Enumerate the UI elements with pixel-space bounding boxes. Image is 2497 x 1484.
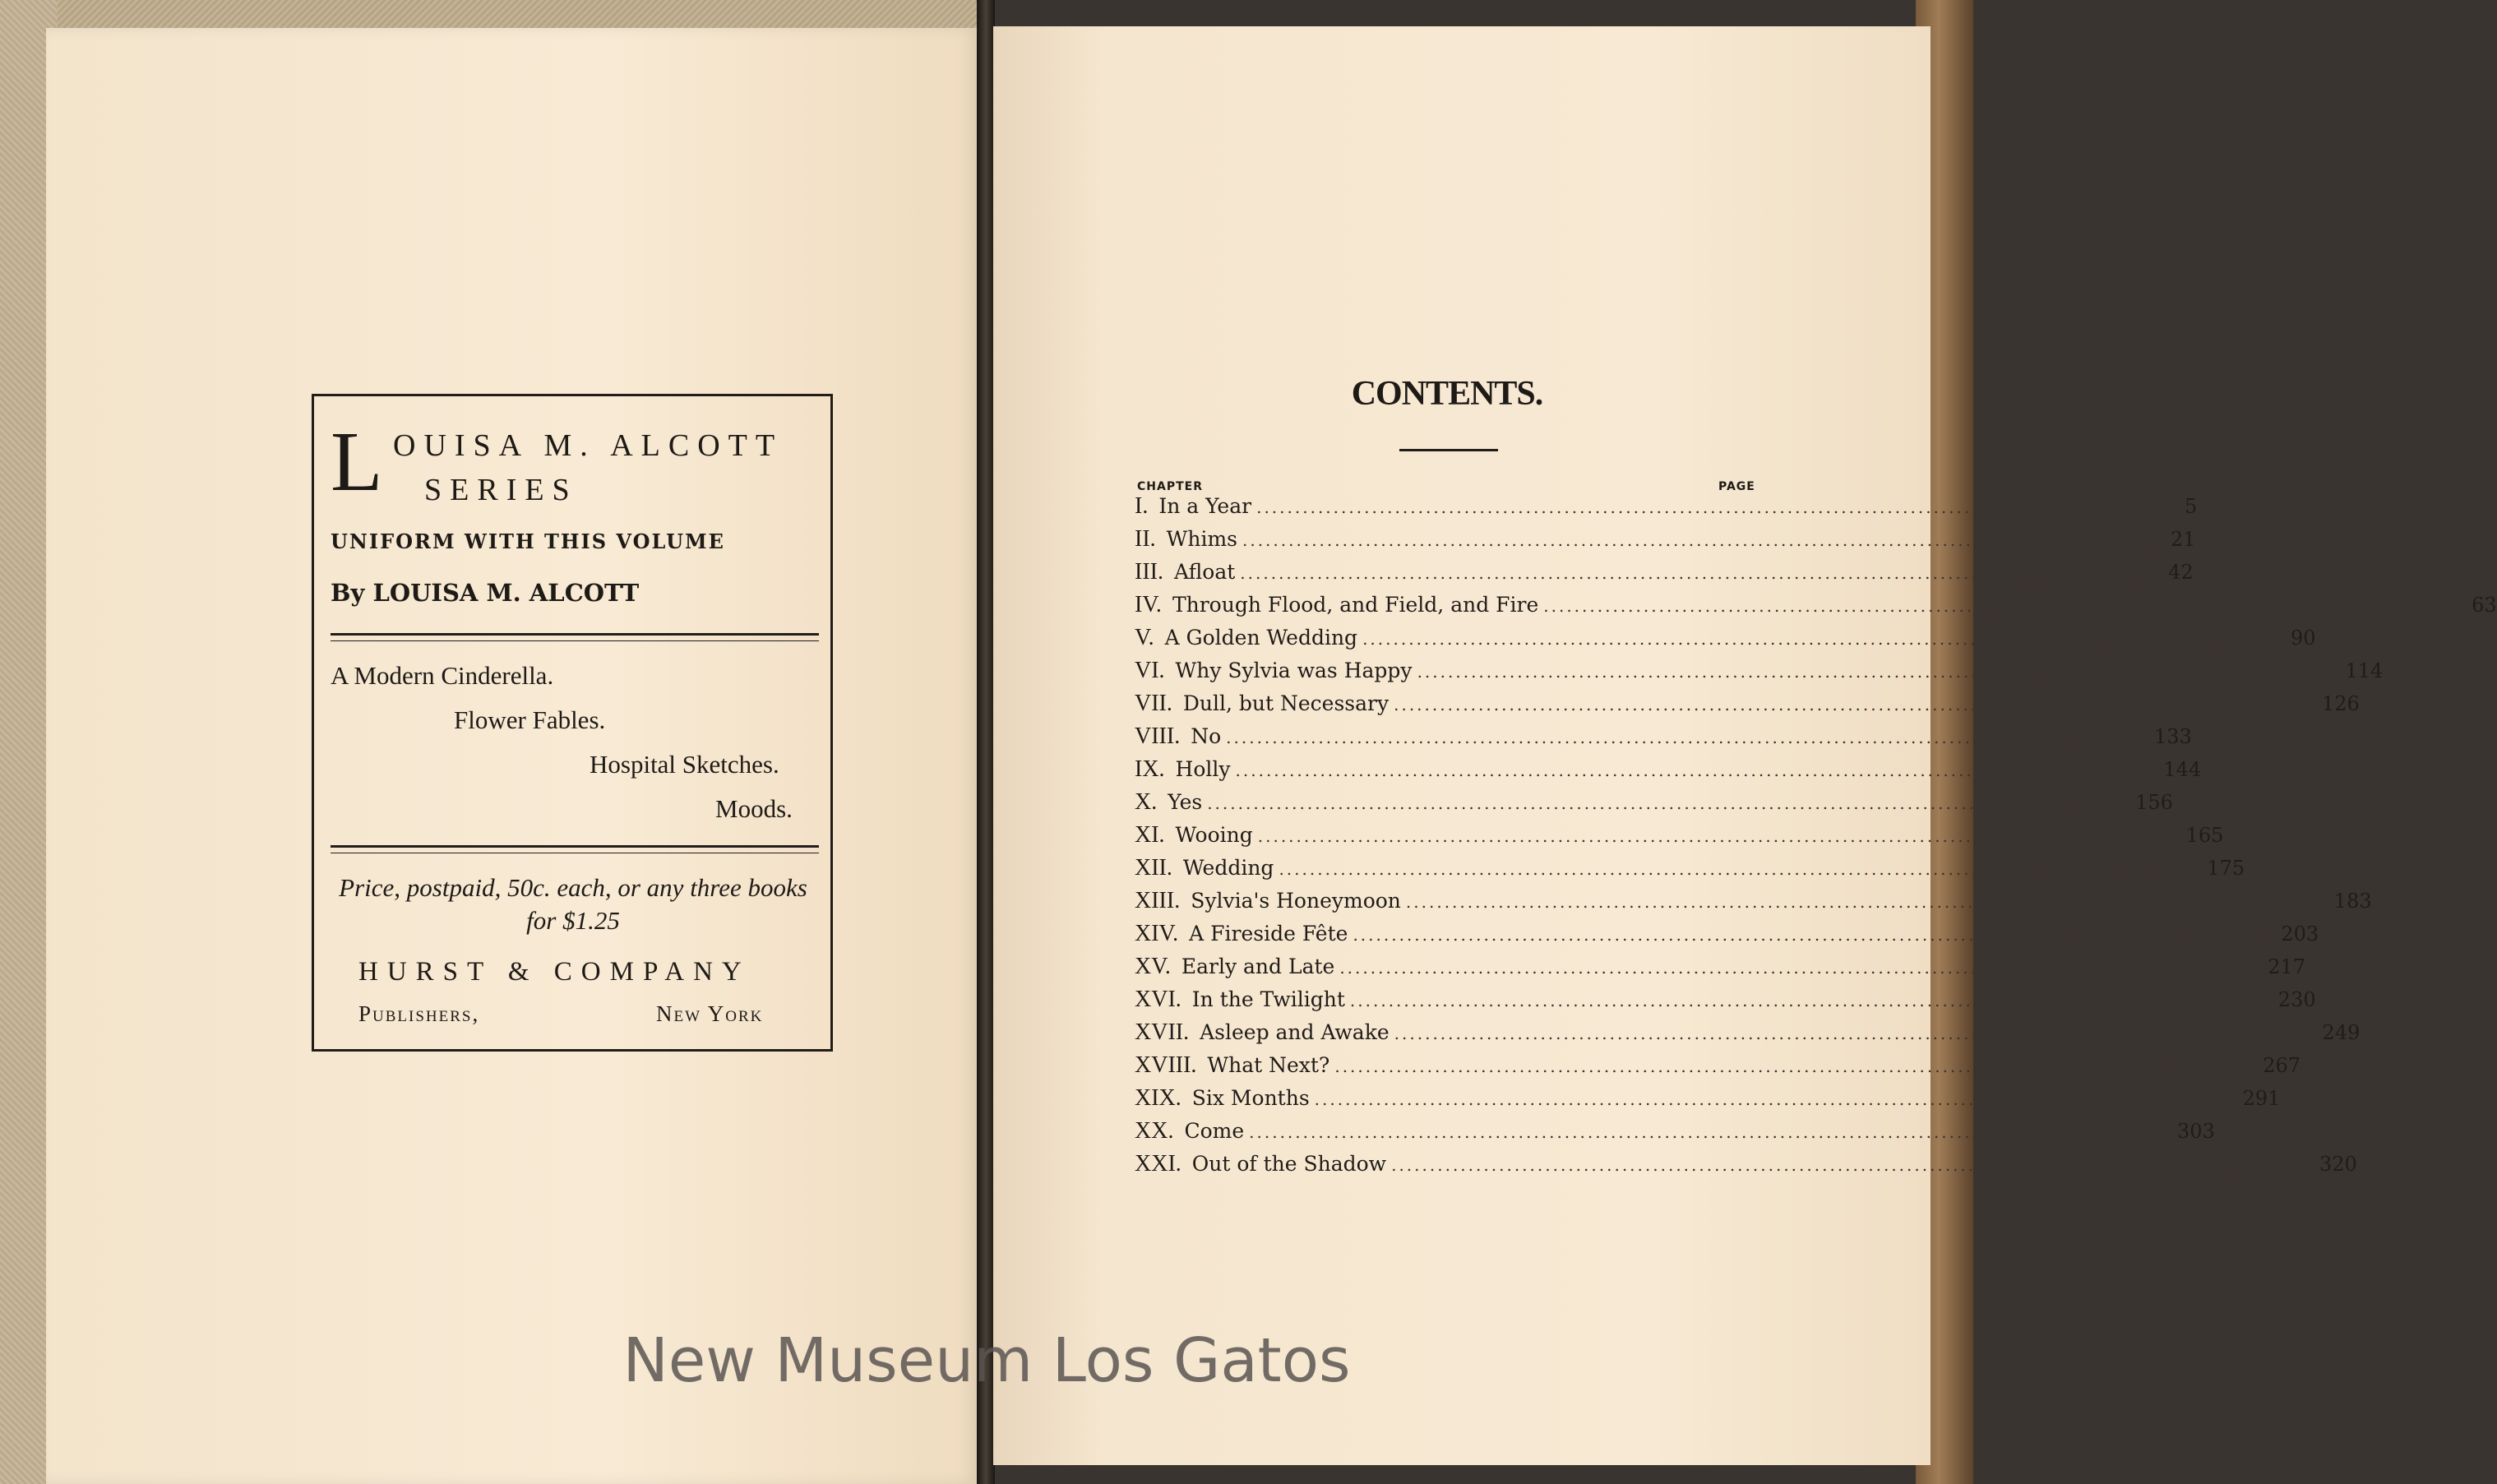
chapter-title: A Golden Wedding bbox=[1164, 626, 1358, 650]
toc-row bbox=[1135, 493, 2198, 526]
publisher-city: New York bbox=[656, 1001, 764, 1026]
toc-row bbox=[1135, 822, 2224, 855]
chapter-page-number: 21 bbox=[2170, 528, 2196, 551]
dot-leader: ........................................................................................................................ bbox=[1314, 1089, 2238, 1109]
price-note: Price, postpaid, 50c. each, or any three books for $1.25 bbox=[339, 873, 807, 935]
series-advertisement bbox=[312, 394, 833, 1052]
toc-row bbox=[1135, 724, 2192, 756]
dot-leader: ........................................................................................................................ bbox=[1279, 859, 2203, 879]
chapter-number: VI. bbox=[1135, 658, 1165, 683]
dot-leader: ........................................................................................................................ bbox=[1334, 1056, 2259, 1076]
book-title: Hospital Sketches. bbox=[590, 750, 779, 779]
publisher-role: Publishers, bbox=[358, 1001, 480, 1026]
table-of-contents bbox=[1135, 493, 2497, 1184]
toc-row bbox=[1135, 1118, 2215, 1151]
chapter-title: No bbox=[1191, 724, 1222, 748]
uniform-note: UNIFORM WITH THIS VOLUME bbox=[331, 529, 725, 553]
chapter-title: Come bbox=[1184, 1119, 1245, 1143]
left-page bbox=[46, 28, 979, 1484]
chapter-title: Holly bbox=[1175, 757, 1231, 781]
chapter-title: A Fireside Fête bbox=[1189, 922, 1348, 945]
chapter-number: XIV. bbox=[1135, 921, 1179, 946]
chapter-title: What Next? bbox=[1207, 1053, 1330, 1077]
chapter-page-number: 291 bbox=[2242, 1087, 2281, 1110]
chapter-number: IX. bbox=[1135, 756, 1165, 782]
dot-leader: ........................................................................................................................ bbox=[1417, 662, 2341, 682]
toc-row bbox=[1135, 888, 2372, 921]
dot-leader: ........................................................................................................................ bbox=[1207, 793, 2131, 813]
chapter-number: XVIII. bbox=[1135, 1052, 1197, 1078]
museum-watermark: New Museum Los Gatos bbox=[622, 1325, 1351, 1396]
toc-row bbox=[1135, 921, 2319, 954]
toc-row bbox=[1135, 592, 2497, 625]
chapter-page-number: 165 bbox=[2185, 824, 2224, 847]
chapter-page-number: 126 bbox=[2322, 692, 2360, 715]
double-rule-divider bbox=[331, 633, 819, 641]
toc-row bbox=[1135, 526, 2196, 559]
dot-leader: ........................................................................................................................ bbox=[1235, 760, 2159, 780]
toc-row bbox=[1135, 1151, 2357, 1184]
toc-row bbox=[1135, 954, 2306, 987]
chapter-number: XIX. bbox=[1135, 1085, 1181, 1111]
toc-row bbox=[1135, 625, 2316, 658]
toc-row bbox=[1135, 658, 2384, 691]
chapter-page-number: 42 bbox=[2168, 561, 2194, 584]
author-byline: By LOUISA M. ALCOTT bbox=[331, 579, 640, 607]
dot-leader: ........................................................................................................................ bbox=[1394, 695, 2317, 714]
toc-row bbox=[1135, 987, 2316, 1019]
toc-row bbox=[1135, 756, 2202, 789]
chapter-page-number: 249 bbox=[2322, 1021, 2361, 1044]
chapter-title: Yes bbox=[1168, 790, 1203, 814]
toc-row bbox=[1135, 855, 2245, 888]
dot-leader: ........................................................................................................................ bbox=[1257, 826, 2181, 846]
chapter-page-number: 217 bbox=[2268, 955, 2306, 978]
dot-leader: ........................................................................................................................ bbox=[1242, 530, 2166, 550]
chapter-title: Wedding bbox=[1182, 856, 1274, 880]
toc-row bbox=[1135, 1085, 2281, 1118]
double-rule-divider bbox=[331, 845, 819, 853]
chapter-title: Afloat bbox=[1173, 560, 1236, 584]
cover-cloth-top bbox=[0, 0, 987, 31]
book-title: Moods. bbox=[715, 794, 793, 823]
chapter-page-number: 90 bbox=[2290, 626, 2316, 650]
dot-leader: ........................................................................................................................ bbox=[1353, 925, 2277, 945]
chapter-page-number: 183 bbox=[2333, 890, 2372, 913]
publisher-name: HURST & COMPANY bbox=[358, 957, 751, 987]
chapter-title: Dull, but Necessary bbox=[1182, 691, 1390, 715]
chapter-number: XV. bbox=[1135, 954, 1171, 979]
chapter-page-number: 303 bbox=[2177, 1120, 2215, 1143]
chapter-number: V. bbox=[1135, 625, 1154, 650]
series-name-line1: OUISA M. ALCOTT bbox=[393, 428, 784, 463]
chapter-number: X. bbox=[1135, 789, 1158, 815]
dot-leader: ........................................................................................................................ bbox=[1405, 892, 2329, 912]
chapter-title: Out of the Shadow bbox=[1191, 1152, 1387, 1176]
toc-row bbox=[1135, 559, 2194, 592]
chapter-page-number: 175 bbox=[2207, 857, 2245, 880]
chapter-title: Through Flood, and Field, and Fire bbox=[1172, 593, 1539, 617]
dot-leader: ........................................................................................................................ bbox=[1349, 991, 2273, 1010]
chapter-title: Sylvia's Honeymoon bbox=[1191, 889, 1401, 913]
chapter-title: Whims bbox=[1166, 527, 1237, 551]
chapter-page-number: 114 bbox=[2345, 659, 2384, 682]
chapter-number: XX. bbox=[1135, 1118, 1174, 1144]
chapter-title: Asleep and Awake bbox=[1200, 1020, 1390, 1044]
chapter-page-number: 230 bbox=[2277, 988, 2316, 1011]
chapter-number: XI. bbox=[1135, 822, 1165, 848]
chapter-number: I. bbox=[1135, 493, 1149, 519]
page-column-header: PAGE bbox=[1718, 480, 1755, 493]
book-title: Flower Fables. bbox=[454, 705, 606, 734]
dot-leader: ........................................................................................................................ bbox=[1394, 1024, 2318, 1043]
chapter-page-number: 63 bbox=[2472, 594, 2497, 617]
toc-row bbox=[1135, 1019, 2361, 1052]
dot-leader: ........................................................................................................................ bbox=[1240, 563, 2164, 583]
chapter-title: Six Months bbox=[1191, 1086, 1310, 1110]
toc-row bbox=[1135, 1052, 2301, 1085]
chapter-number: IV. bbox=[1135, 592, 1162, 617]
chapter-page-number: 203 bbox=[2281, 922, 2319, 945]
chapter-page-number: 267 bbox=[2263, 1054, 2301, 1077]
chapter-title: In the Twilight bbox=[1191, 987, 1345, 1011]
chapter-number: XIII. bbox=[1135, 888, 1181, 913]
heading-rule bbox=[1399, 449, 1498, 451]
dot-leader: ........................................................................................................................ bbox=[1226, 728, 2150, 747]
chapter-number: XXI. bbox=[1135, 1151, 1181, 1177]
series-name-line2: SERIES bbox=[424, 473, 578, 507]
contents-heading: CONTENTS. bbox=[1351, 375, 1543, 413]
chapter-number: XVII. bbox=[1135, 1019, 1190, 1045]
chapter-page-number: 320 bbox=[2319, 1153, 2357, 1176]
chapter-title: Early and Late bbox=[1181, 955, 1335, 978]
dot-leader: ........................................................................................................................ bbox=[1339, 958, 2263, 978]
chapter-number: XVI. bbox=[1135, 987, 1181, 1012]
chapter-column-header: CHAPTER bbox=[1137, 480, 1203, 493]
chapter-number: VIII. bbox=[1135, 724, 1181, 749]
chapter-number: XII. bbox=[1135, 855, 1172, 881]
chapter-number: III. bbox=[1135, 559, 1163, 585]
chapter-page-number: 156 bbox=[2135, 791, 2173, 814]
chapter-number: II. bbox=[1135, 526, 1156, 552]
book-title: A Modern Cinderella. bbox=[331, 661, 554, 690]
toc-row bbox=[1135, 789, 2173, 822]
chapter-title: Why Sylvia was Happy bbox=[1175, 659, 1413, 682]
dot-leader: ........................................................................................................................ bbox=[1543, 596, 2467, 616]
dot-leader: ........................................................................................................................ bbox=[1362, 629, 2286, 649]
dot-leader: ........................................................................................................................ bbox=[1256, 497, 2180, 517]
chapter-title: Wooing bbox=[1175, 823, 1253, 847]
chapter-page-number: 144 bbox=[2163, 758, 2202, 781]
series-initial: L bbox=[331, 414, 383, 509]
dot-leader: ........................................................................................................................ bbox=[1391, 1155, 2314, 1175]
dot-leader: ........................................................................................................................ bbox=[1249, 1122, 2173, 1142]
chapter-page-number: 5 bbox=[2184, 495, 2198, 518]
chapter-number: VII. bbox=[1135, 691, 1172, 716]
chapter-page-number: 133 bbox=[2154, 725, 2192, 748]
chapter-title: In a Year bbox=[1158, 494, 1252, 518]
toc-row bbox=[1135, 691, 2360, 724]
book-gutter bbox=[977, 0, 995, 1484]
